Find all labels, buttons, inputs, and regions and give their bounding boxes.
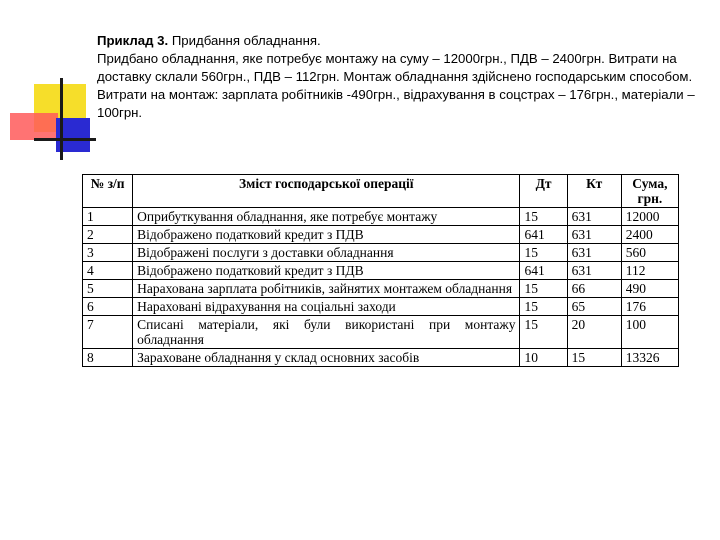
header-sum: Сума, грн.	[621, 175, 678, 208]
table-row	[83, 208, 679, 226]
example-text	[97, 32, 697, 122]
cell-desc: Відображено податковий кредит з ПДВ	[133, 262, 520, 280]
cell-num: 5	[83, 280, 133, 298]
cell-sum: 12000	[621, 208, 678, 226]
example-heading	[97, 32, 697, 50]
cell-kt: 631	[567, 262, 621, 280]
example-title-bold: Приклад 3.	[97, 33, 169, 48]
cell-desc: Нарахована зарплата робітників, зайнятих монтажем обладнання	[133, 280, 520, 298]
example-title-rest: Придбання обладнання.	[168, 33, 321, 48]
cell-dt: 15	[520, 208, 567, 226]
cell-kt: 65	[567, 298, 621, 316]
table-row	[83, 280, 679, 298]
table-row	[83, 262, 679, 280]
operations-table	[82, 174, 679, 367]
cell-kt: 631	[567, 226, 621, 244]
cell-sum: 100	[621, 316, 678, 349]
cell-num: 3	[83, 244, 133, 262]
table-header-row	[83, 175, 679, 208]
cell-num: 1	[83, 208, 133, 226]
cell-num: 2	[83, 226, 133, 244]
cell-sum: 13326	[621, 349, 678, 367]
cell-desc: Нараховані відрахування на соціальні заходи	[133, 298, 520, 316]
cell-desc: Зараховане обладнання у склад основних засобів	[133, 349, 520, 367]
cell-dt: 15	[520, 316, 567, 349]
cell-num: 4	[83, 262, 133, 280]
table-row	[83, 244, 679, 262]
decorative-logo	[0, 0, 110, 170]
cell-kt: 15	[567, 349, 621, 367]
cell-num: 6	[83, 298, 133, 316]
cell-dt: 15	[520, 244, 567, 262]
cell-sum: 490	[621, 280, 678, 298]
cell-dt: 10	[520, 349, 567, 367]
cell-sum: 2400	[621, 226, 678, 244]
logo-red-rectangle	[10, 113, 58, 140]
cell-kt: 631	[567, 208, 621, 226]
example-paragraph: Придбано обладнання, яке потребує монтажу на суму – 12000грн., ПДВ – 2400грн. Витрати на доставку склали 560грн., ПДВ – 112грн. Монтаж обладнання здійснено господарським способом. Витрати на монтаж: зарплата робітників -490грн., відрахування в соцстрах – 176грн., матеріали – 100грн.	[97, 51, 695, 120]
table-row	[83, 226, 679, 244]
cell-desc: Оприбуткування обладнання, яке потребує монтажу	[133, 208, 520, 226]
table-row	[83, 298, 679, 316]
cell-sum: 176	[621, 298, 678, 316]
cell-sum: 112	[621, 262, 678, 280]
cell-kt: 631	[567, 244, 621, 262]
header-dt: Дт	[520, 175, 567, 208]
header-content: Зміст господарської операції	[133, 175, 520, 208]
cell-dt: 641	[520, 262, 567, 280]
cell-kt: 66	[567, 280, 621, 298]
cell-dt: 15	[520, 298, 567, 316]
cell-num: 8	[83, 349, 133, 367]
cell-sum: 560	[621, 244, 678, 262]
cell-desc: Відображено податковий кредит з ПДВ	[133, 226, 520, 244]
cell-dt: 641	[520, 226, 567, 244]
cell-dt: 15	[520, 280, 567, 298]
table-row	[83, 349, 679, 367]
cell-kt: 20	[567, 316, 621, 349]
logo-horizontal-line	[34, 138, 96, 141]
cell-desc: Списані матеріали, які були використані при монтажу обладнання	[133, 316, 520, 349]
header-num: № з/п	[83, 175, 133, 208]
cell-num: 7	[83, 316, 133, 349]
cell-desc: Відображені послуги з доставки обладнання	[133, 244, 520, 262]
logo-vertical-line	[60, 78, 63, 160]
header-kt: Кт	[567, 175, 621, 208]
table-row	[83, 316, 679, 349]
